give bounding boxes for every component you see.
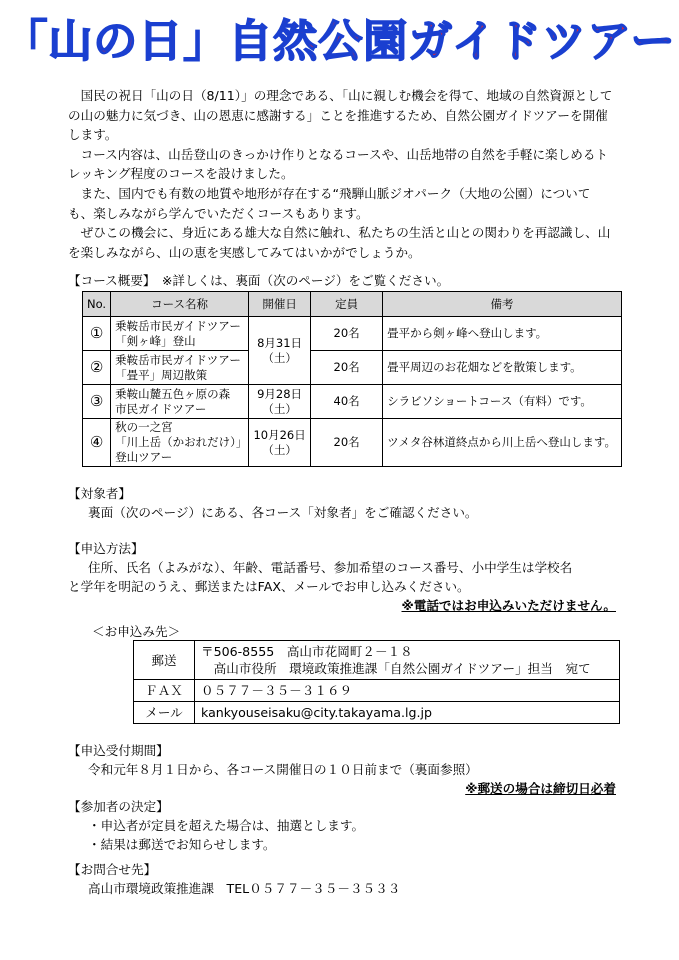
address-line: 〒506-8555 高山市花岡町２－１８ xyxy=(201,644,413,659)
course-no: ④ xyxy=(83,419,111,467)
section-text: 高山市環境政策推進課 TEL０５７７－３５－３５３３ xyxy=(88,881,401,896)
address-label: ＦＡＸ xyxy=(134,680,195,702)
course-date-line: （土） xyxy=(262,442,297,457)
col-header-note: 備考 xyxy=(383,292,622,317)
fax-number: ０５７７－３５－３１６９ xyxy=(195,680,620,702)
course-name xyxy=(111,351,249,385)
course-no: ② xyxy=(83,351,111,385)
section-heading: 【参加者の決定】 xyxy=(68,799,169,814)
col-header-date: 開催日 xyxy=(249,292,311,317)
apply-section xyxy=(68,539,616,615)
address-label: 郵送 xyxy=(134,641,195,680)
phone-notice: ※電話ではお申込みいただけません。 xyxy=(401,598,616,613)
course-heading: 【コース概要】 ※詳しくは、裏面（次のページ）をご覧ください。 xyxy=(68,273,450,288)
course-name-line: 乗鞍山麓五色ヶ原の森 xyxy=(115,386,231,401)
intro-paragraph: また、国内でも有数の地質や地形が存在する“飛騨山脈ジオパーク（大地の公園）について も、楽しみながら学んでいただくコースもあります。 xyxy=(68,185,591,221)
decision-section xyxy=(68,797,616,854)
address-table xyxy=(133,640,620,724)
address-label: メール xyxy=(134,702,195,724)
list-item: ・結果は郵送でお知らせします。 xyxy=(88,837,276,852)
table-row xyxy=(83,351,622,385)
course-note: ツメタ谷林道終点から川上岳へ登山します。 xyxy=(383,419,622,467)
course-name-line: 「畳平」周辺散策 xyxy=(115,367,208,382)
section-heading: 【お問合せ先】 xyxy=(68,862,157,877)
table-header-row xyxy=(83,292,622,317)
section-text: 住所、氏名（よみがな）、年齢、電話番号、参加希望のコース番号、小中学生は学校名 xyxy=(88,560,573,575)
course-name xyxy=(111,419,249,467)
course-note: 畳平から剣ヶ峰へ登山します。 xyxy=(383,317,622,351)
course-date-line: 10月26日 xyxy=(253,427,306,442)
course-date-line: （土） xyxy=(262,350,297,365)
contact-section xyxy=(68,860,616,898)
col-header-name: コース名称 xyxy=(111,292,249,317)
address-value xyxy=(195,641,620,680)
course-name-line: 乗鞍岳市民ガイドツアー xyxy=(115,318,241,333)
course-name-line: 秋の一之宮 xyxy=(115,420,173,434)
table-row xyxy=(134,702,620,724)
target-section xyxy=(68,484,616,522)
course-date xyxy=(249,419,311,467)
course-name xyxy=(111,317,249,351)
section-heading: 【申込方法】 xyxy=(68,541,144,556)
course-capacity: 20名 xyxy=(311,317,383,351)
mail-deadline-notice: ※郵送の場合は締切日必着 xyxy=(465,781,616,796)
intro-paragraph: コース内容は、山岳登山のきっかけ作りとなるコースや、山岳地帯の自然を手軽に楽しめるトレッキング程度のコースを設けました。 xyxy=(68,146,609,182)
course-no: ③ xyxy=(83,385,111,419)
list-item: ・申込者が定員を超えた場合は、抽選とします。 xyxy=(88,818,365,833)
course-date-line: 9月28日 xyxy=(257,386,303,401)
address-line: 高山市役所 環境政策推進課「自然公園ガイドツアー」担当 宛て xyxy=(201,661,591,676)
course-capacity: 20名 xyxy=(311,419,383,467)
course-name-line: 「川上岳（かおれだけ）」 xyxy=(115,435,248,449)
course-note: 畳平周辺のお花畑などを散策します。 xyxy=(383,351,622,385)
section-heading: 【申込受付期間】 xyxy=(68,743,169,758)
course-date xyxy=(249,317,311,385)
col-header-no: No. xyxy=(83,292,111,317)
course-name-line: 乗鞍岳市民ガイドツアー xyxy=(115,352,241,367)
table-row xyxy=(83,385,622,419)
course-name-line: 市民ガイドツアー xyxy=(115,401,207,416)
course-date-line: （土） xyxy=(262,401,297,416)
section-text: と学年を明記のうえ、郵送またはFAX、メールでお申し込みください。 xyxy=(68,579,470,594)
course-date-line: 8月31日 xyxy=(257,335,303,350)
course-date xyxy=(249,385,311,419)
course-name-line: 登山ツアー xyxy=(115,450,173,464)
email-address: kankyouseisaku@city.takayama.lg.jp xyxy=(195,702,620,724)
table-row xyxy=(83,419,622,467)
table-row xyxy=(83,317,622,351)
course-name-line: 「剣ヶ峰」登山 xyxy=(115,333,196,348)
course-no: ① xyxy=(83,317,111,351)
intro-paragraph: ぜひこの機会に、身近にある雄大な自然に触れ、私たちの生活と山との関わりを再認識し、山を楽しみながら、山の恵を実感してみてはいかがでしょうか。 xyxy=(68,225,611,260)
section-text: 裏面（次のページ）にある、各コース「対象者」をご確認ください。 xyxy=(88,505,478,520)
col-header-capacity: 定員 xyxy=(311,292,383,317)
address-heading: ＜お申込み先＞ xyxy=(92,624,181,639)
page-title: 「山の日」自然公園ガイドツアー xyxy=(3,16,676,67)
period-section xyxy=(68,741,616,798)
course-note: シラビソショートコース（有料）です。 xyxy=(383,385,622,419)
course-table xyxy=(82,291,622,467)
intro-paragraph: 国民の祝日「山の日（8/11）」の理念である、「山に親しむ機会を得て、地域の自然資源としての山の魅力に気づき、山の恩恵に感謝する」ことを推進するため、自然公園ガイドツアーを開催します。 xyxy=(68,88,613,143)
course-capacity: 20名 xyxy=(311,351,383,385)
intro-text xyxy=(68,86,616,262)
table-row xyxy=(134,680,620,702)
section-heading: 【対象者】 xyxy=(68,486,131,501)
table-row xyxy=(134,641,620,680)
section-text: 令和元年８月１日から、各コース開催日の１０日前まで（裏面参照） xyxy=(88,762,478,777)
course-capacity: 40名 xyxy=(311,385,383,419)
course-name xyxy=(111,385,249,419)
